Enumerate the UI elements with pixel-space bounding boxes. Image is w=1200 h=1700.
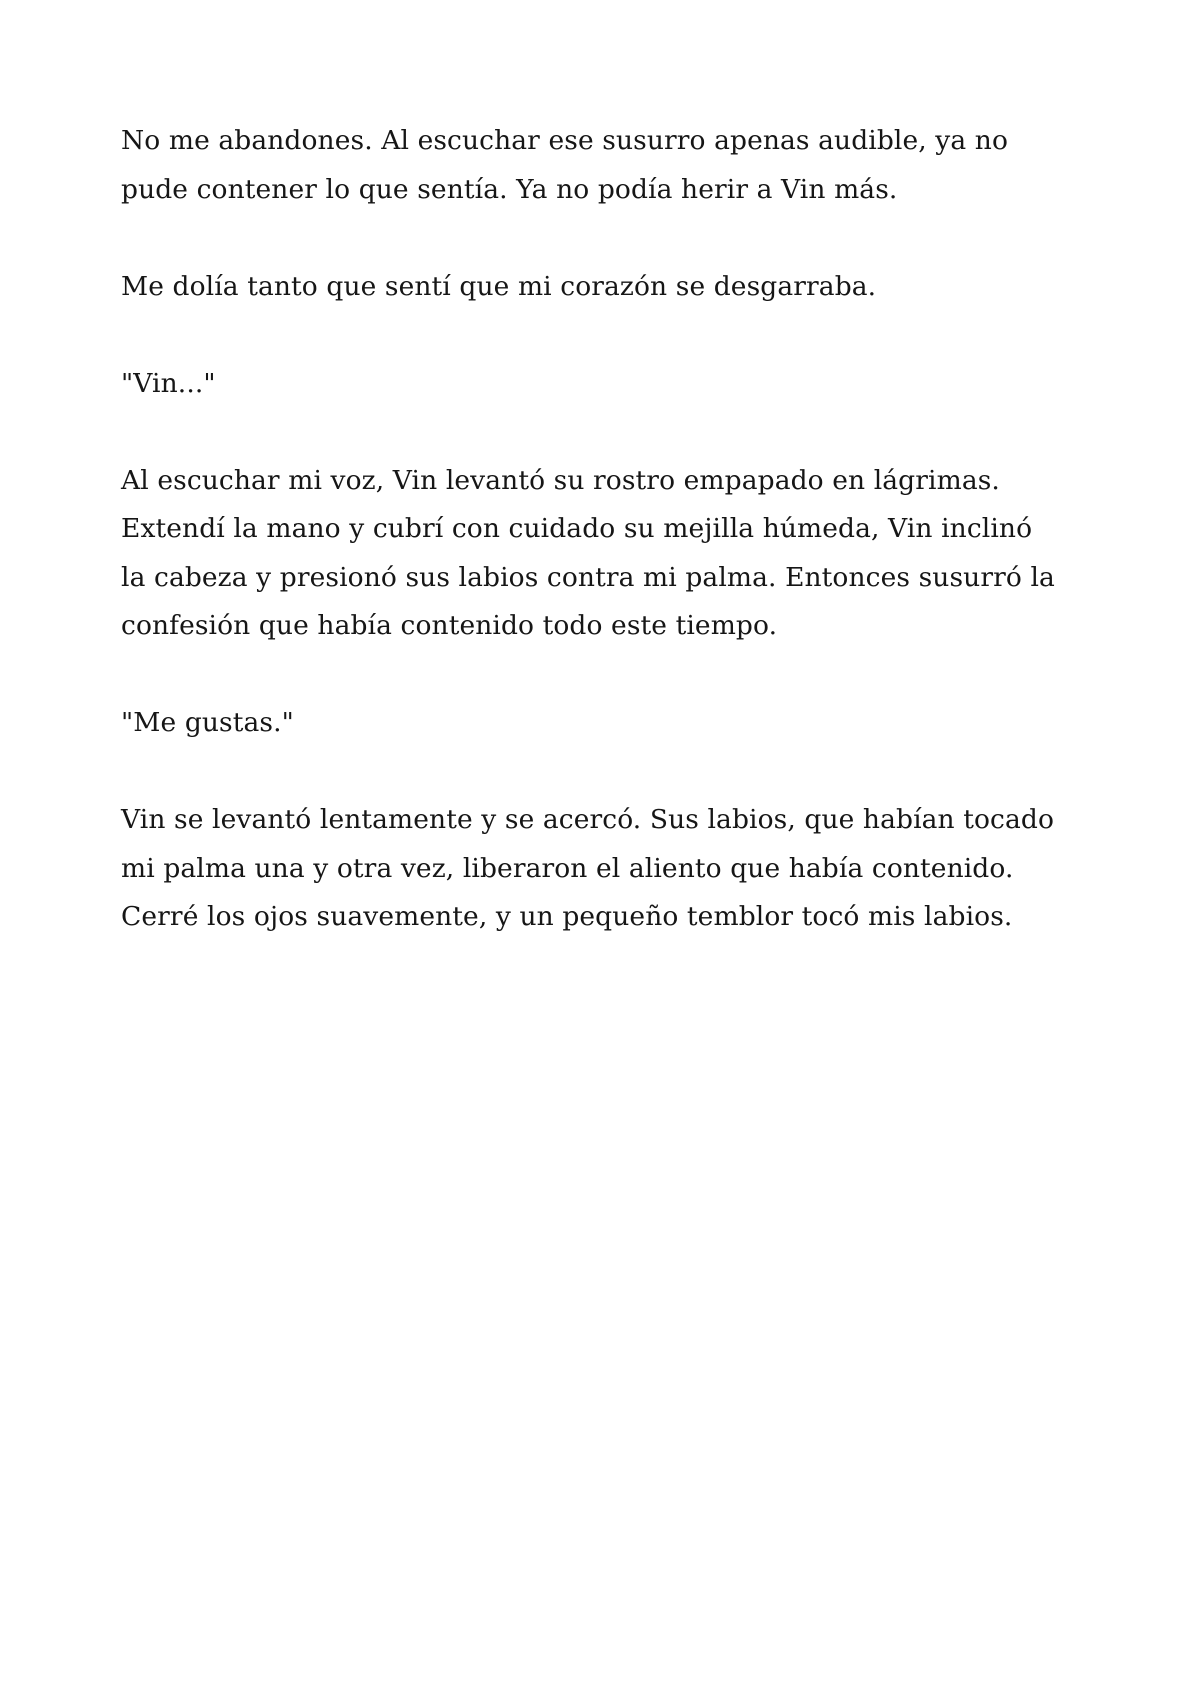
text-line: pude contener lo que sentía. Ya no podía herir a Vin más. xyxy=(121,173,898,205)
text-line: "Me gustas." xyxy=(121,707,294,738)
text-line: la cabeza y presionó sus labios contra mi palma. Entonces susurró la xyxy=(121,561,1055,593)
text-line: "Vin..." xyxy=(121,367,216,399)
text-line: Vin se levantó lentamente y se acercó. Sus labios, que habían tocado xyxy=(121,804,1054,835)
text-line: Al escuchar mi voz, Vin levantó su rostro empapado en lágrimas. xyxy=(121,464,1000,496)
text-line: Cerré los ojos suavemente, y un pequeño temblor tocó mis labios. xyxy=(121,901,1013,932)
paragraph-2 xyxy=(121,263,1100,312)
paragraph-3-dialogue xyxy=(121,360,1100,409)
paragraph-5-dialogue xyxy=(121,699,1100,748)
paragraph-1 xyxy=(121,117,1100,214)
text-line: confesión que había contenido todo este tiempo. xyxy=(121,610,778,641)
text-line: No me abandones. Al escuchar ese susurro apenas audible, ya no xyxy=(121,125,1009,156)
text-line: Me dolía tanto que sentí que mi corazón se desgarraba. xyxy=(121,270,877,302)
paragraph-4 xyxy=(121,457,1100,651)
text-line: Extendí la mano y cubrí con cuidado su mejilla húmeda, Vin inclinó xyxy=(121,513,1033,544)
paragraph-6 xyxy=(121,796,1100,942)
text-line: mi palma una y otra vez, liberaron el aliento que había contenido. xyxy=(121,852,1014,884)
